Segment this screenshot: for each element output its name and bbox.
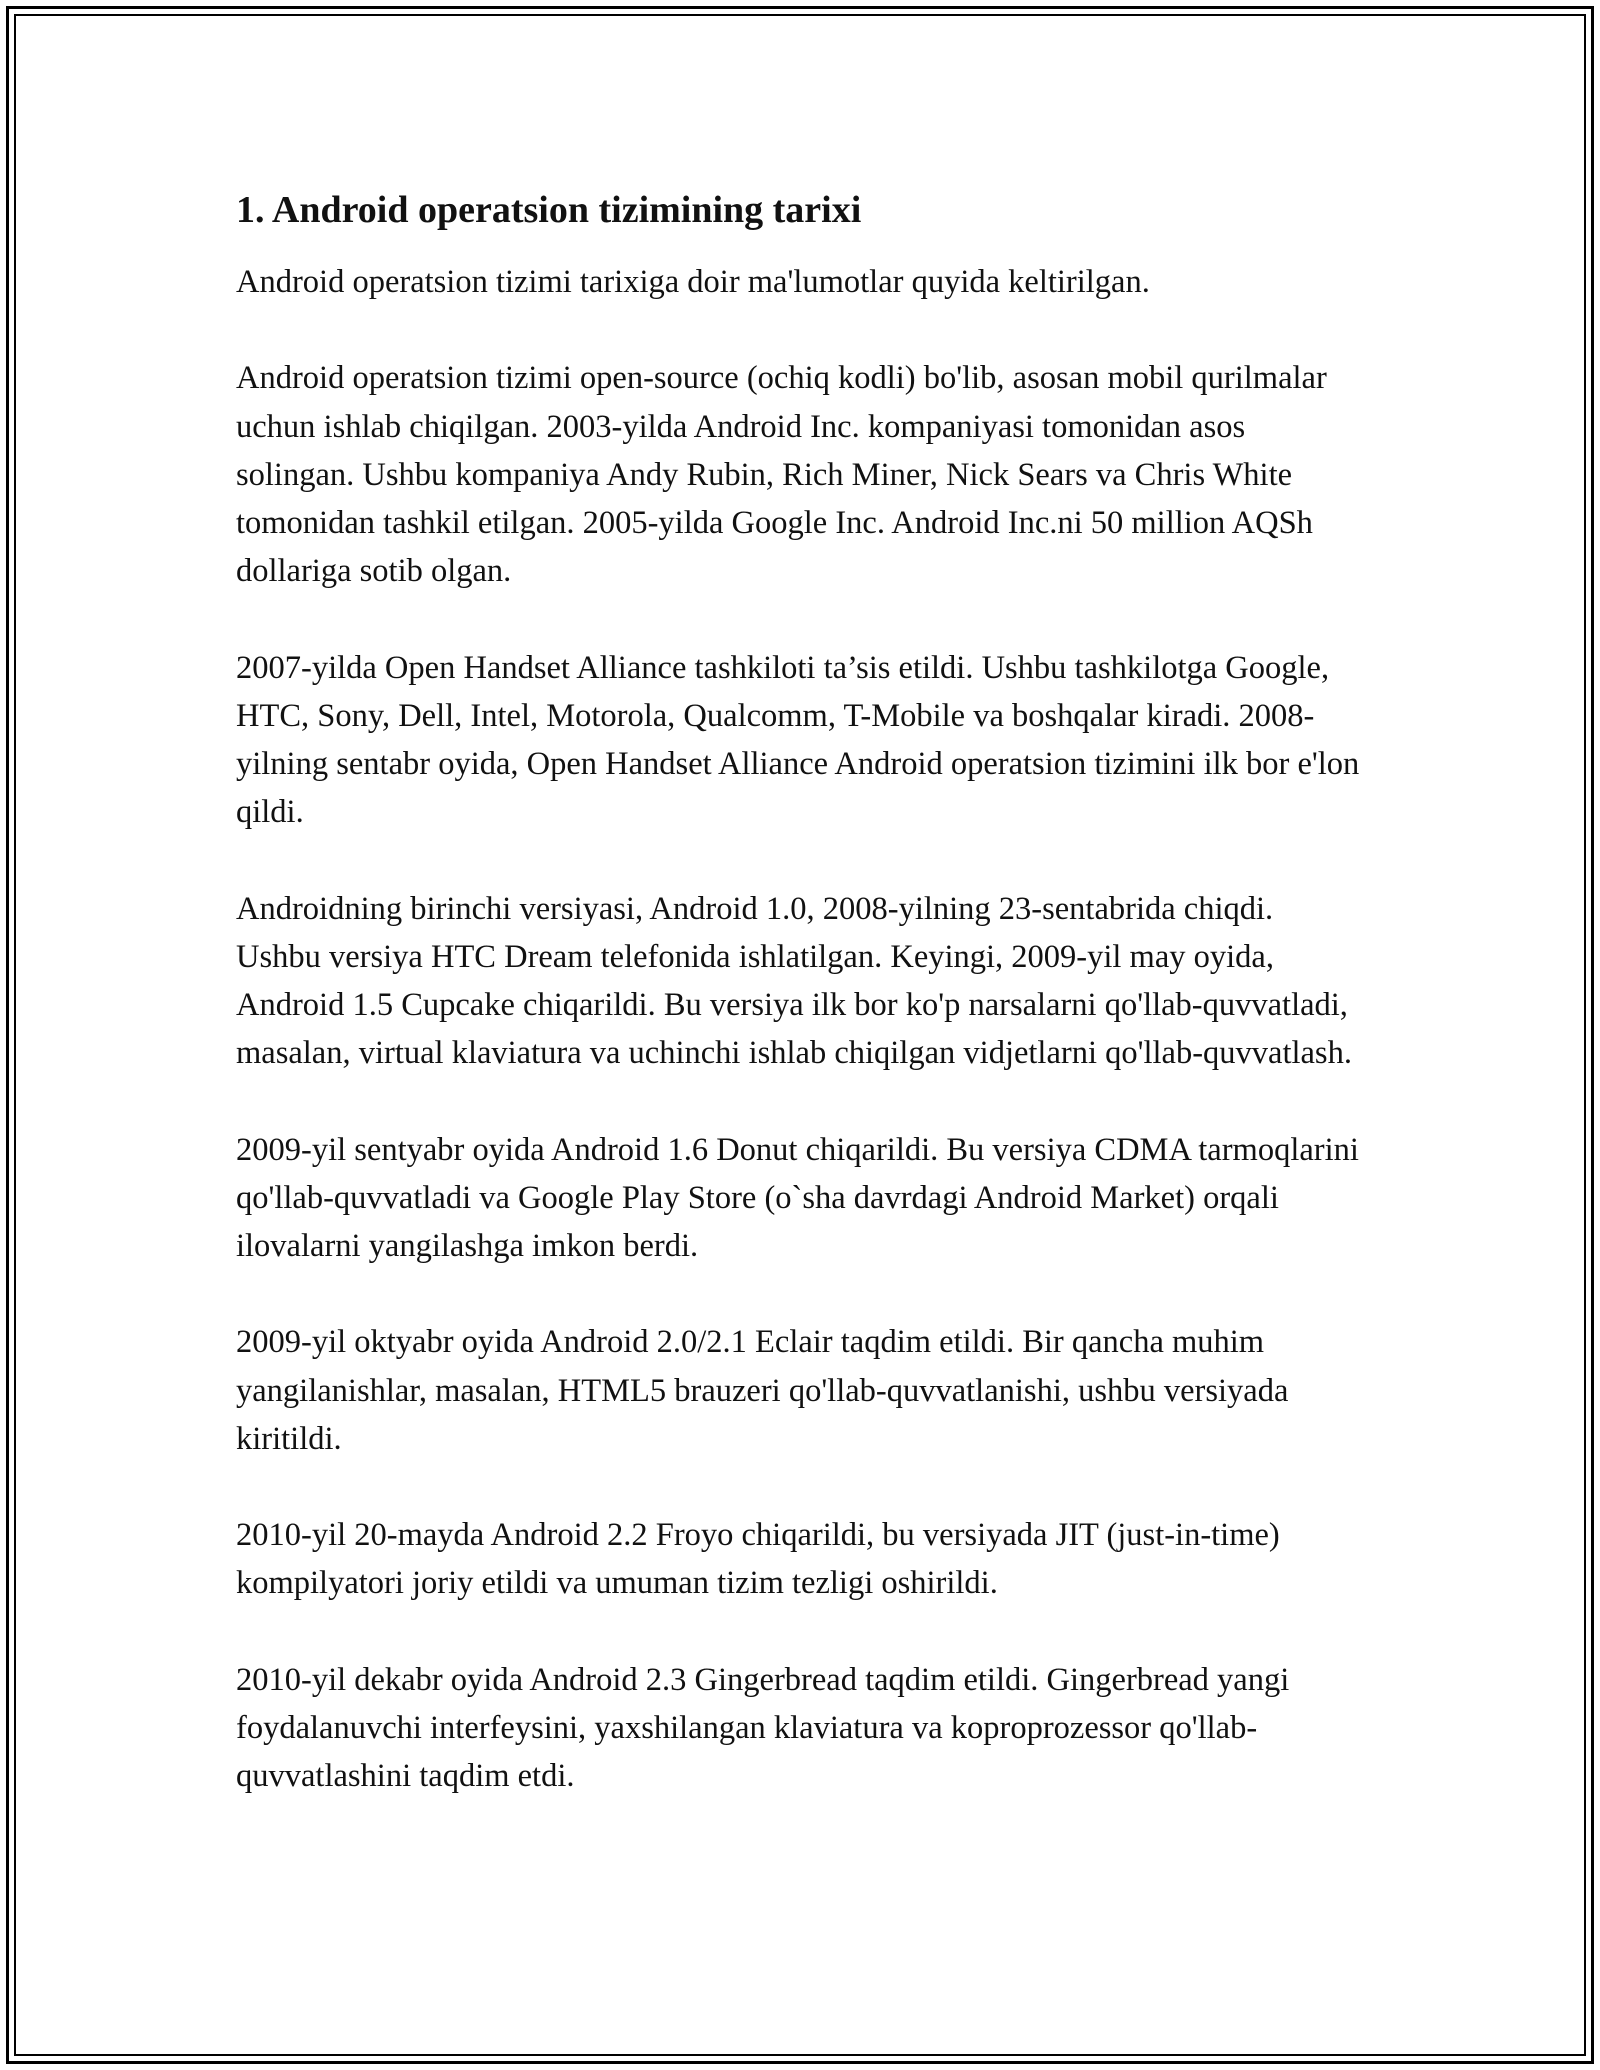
paragraph-froyo: 2010-yil 20-mayda Android 2.2 Froyo chiqarildi, bu versiyada JIT (just-in-time) kompilyatori joriy etildi va umuman tizim tezligi oshirildi. <box>236 1517 1280 1602</box>
paragraph-eclair: 2009-yil oktyabr oyida Android 2.0/2.1 Eclair taqdim etildi. Bir qancha muhim yangilanishlar, masalan, HTML5 brauzeri qo'llab-quvvatlanishi, ushbu versiyada kiritildi. <box>236 1324 1289 1457</box>
document-title: 1. Android operatsion tizimining tarixi <box>236 189 862 231</box>
document-body <box>236 186 1366 1849</box>
paragraph-donut: 2009-yil sentyabr oyida Android 1.6 Donut chiqarildi. Bu versiya CDMA tarmoqlarini qo'llab-quvvatladi va Google Play Store (o`sha davrdagi Android Market) orqali ilovalarni yangilashga imkon berdi. <box>236 1131 1359 1264</box>
paragraph-intro: Android operatsion tizimi tarixiga doir ma'lumotlar quyida keltirilgan. <box>236 264 1150 300</box>
paragraph-open-handset-alliance: 2007-yilda Open Handset Alliance tashkiloti ta’sis etildi. Ushbu tashkilotga Google, HTC, Sony, Dell, Intel, Motorola, Qualcomm, T-Mobile va boshqalar kiradi. 2008-yilning sentabr oyida, Open Handset Alliance Android operatsion tizimini ilk bor e'lon qildi. <box>236 649 1360 831</box>
paragraph-android-inc: Android operatsion tizimi open-source (ochiq kodli) bo'lib, asosan mobil qurilmalar uchun ishlab chiqilgan. 2003-yilda Android Inc. kompaniyasi tomonidan asos solingan. Ushbu kompaniya Andy Rubin, Rich Miner, Nick Sears va Chris White tomonidan tashkil etilgan. 2005-yilda Google Inc. Android Inc.ni 50 million AQSh dollariga sotib olgan. <box>236 360 1327 590</box>
paragraph-first-versions: Androidning birinchi versiyasi, Android 1.0, 2008-yilning 23-sentabrida chiqdi. Ushbu versiya HTC Dream telefonida ishlatilgan. Keyingi, 2009-yil may oyida, Android 1.5 Cupcake chiqarildi. Bu versiya ilk bor ko'p narsalarni qo'llab-quvvatladi, masalan, virtual klaviatura va uchinchi ishlab chiqilgan vidjetlarni qo'llab-quvvatlash. <box>236 890 1352 1072</box>
paragraph-gingerbread: 2010-yil dekabr oyida Android 2.3 Gingerbread taqdim etildi. Gingerbread yangi foydalanuvchi interfeysini, yaxshilangan klaviatura va koproprozessor qo'llab-quvvatlashini taqdim etdi. <box>236 1661 1290 1795</box>
